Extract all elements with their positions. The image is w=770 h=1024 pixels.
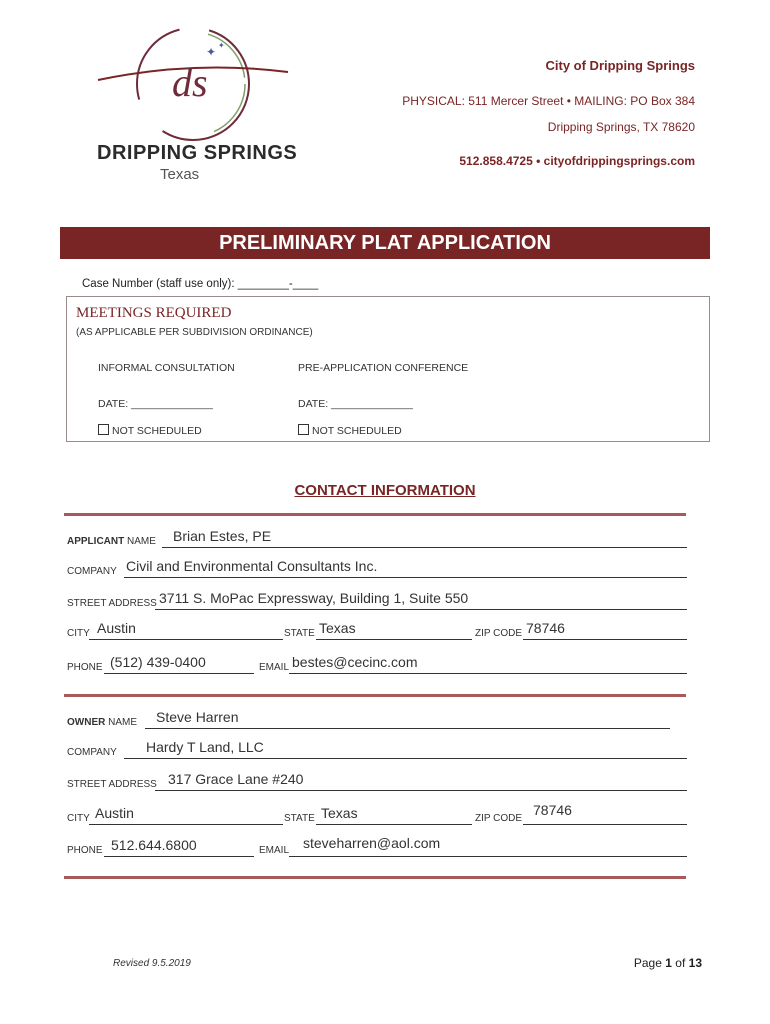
owner-zip-field[interactable] [523,824,687,825]
city-label: CITY [67,813,90,824]
svg-text:ds: ds [172,60,208,105]
applicant-name-value: Brian Estes, PE [173,528,272,544]
zip-label: ZIP CODE [475,813,523,824]
page-indicator [634,956,702,970]
divider [64,876,686,879]
applicant-phone-row [67,654,687,676]
owner-company-field[interactable] [124,758,687,759]
applicant-label: APPLICANT [67,536,125,547]
applicant-company-value: Civil and Environmental Consultants Inc. [126,558,378,574]
checkbox-icon[interactable] [298,424,309,435]
pre-application-not-scheduled-label: NOT SCHEDULED [312,425,402,437]
logo-subtitle: Texas [160,166,200,183]
page-title: PRELIMINARY PLAT APPLICATION [60,227,710,259]
svg-text:✦: ✦ [218,41,225,50]
informal-not-scheduled[interactable] [98,424,202,437]
pre-application-not-scheduled[interactable] [298,424,402,437]
owner-company-value: Hardy T Land, LLC [146,739,264,755]
case-number-field[interactable]: Case Number (staff use only): ________-____ [82,278,319,290]
owner-phone-value: 512.644.6800 [111,837,197,853]
logo-name: DRIPPING SPRINGS [97,142,298,164]
owner-street-row [67,771,687,793]
applicant-state-value: Texas [319,620,356,636]
name-label: NAME [127,536,156,547]
owner-street-field[interactable] [155,790,687,791]
applicant-email-value: bestes@cecinc.com [292,654,418,670]
applicant-name-field[interactable] [162,547,687,548]
zip-label: ZIP CODE [475,628,523,639]
pre-application-heading: PRE-APPLICATION CONFERENCE [298,362,469,374]
org-name: City of Dripping Springs [545,58,695,73]
page-prefix: Page [633,956,662,970]
applicant-email-field[interactable] [289,673,687,674]
contact-line: 512.858.4725 • cityofdrippingsprings.com [459,154,695,168]
divider [64,694,686,697]
revised-date: Revised 9.5.2019 [113,958,191,969]
applicant-name-row [67,528,687,550]
owner-street-value: 317 Grace Lane #240 [168,771,304,787]
applicant-phone-value: (512) 439-0400 [110,654,206,670]
applicant-phone-field[interactable] [104,673,254,674]
owner-name-value: Steve Harren [156,709,239,725]
informal-date-field[interactable]: DATE: ______________ [98,398,213,410]
svg-text:✦: ✦ [206,45,217,59]
informal-not-scheduled-label: NOT SCHEDULED [112,425,202,437]
pre-application-date-field[interactable]: DATE: ______________ [298,398,413,410]
name-label: NAME [108,717,138,728]
divider [64,513,686,516]
applicant-street-field[interactable] [155,609,687,610]
applicant-city-field[interactable] [89,639,283,640]
phone-label: PHONE [67,662,103,673]
owner-state-field[interactable] [316,824,472,825]
company-label: COMPANY [67,566,117,577]
owner-state-value: Texas [321,805,358,821]
applicant-city-row [67,620,687,642]
applicant-state-field[interactable] [316,639,472,640]
owner-email-field[interactable] [289,856,687,857]
phone-label: PHONE [67,845,103,856]
meetings-title: MEETINGS REQUIRED [76,305,232,321]
applicant-zip-value: 78746 [526,620,565,636]
checkbox-icon[interactable] [98,424,109,435]
owner-zip-value: 78746 [533,802,572,818]
owner-phone-field[interactable] [104,856,254,857]
applicant-street-row [67,590,687,612]
page-total: 13 [688,956,702,970]
owner-phone-row [67,835,687,859]
owner-company-row [67,739,687,761]
owner-email-value: steveharren@aol.com [303,835,441,851]
owner-label: OWNER [67,717,106,728]
street-label: STREET ADDRESS [67,779,157,790]
applicant-company-row [67,558,687,580]
street-label: STREET ADDRESS [67,598,157,609]
applicant-company-field[interactable] [124,577,687,578]
email-label: EMAIL [259,845,290,856]
applicant-street-value: 3711 S. MoPac Expressway, Building 1, Suite 550 [159,590,469,606]
informal-consultation-heading: INFORMAL CONSULTATION [98,362,235,374]
city-state-zip: Dripping Springs, TX 78620 [547,120,695,134]
page-of: of [675,956,686,970]
email-label: EMAIL [259,662,290,673]
applicant-city-value: Austin [97,620,136,636]
physical-address: PHYSICAL: 511 Mercer Street • MAILING: PO Box 384 [402,94,695,108]
owner-city-value: Austin [95,805,134,821]
meetings-subtitle: (AS APPLICABLE PER SUBDIVISION ORDINANCE) [76,327,313,338]
page-current: 1 [665,956,672,970]
city-label: CITY [67,628,90,639]
owner-name-field[interactable] [145,728,670,729]
owner-name-row [67,709,687,731]
owner-city-row [67,802,687,827]
state-label: STATE [284,628,315,639]
company-label: COMPANY [67,747,117,758]
contact-heading: CONTACT INFORMATION [294,482,476,499]
owner-city-field[interactable] [89,824,283,825]
applicant-zip-field[interactable] [523,639,687,640]
state-label: STATE [284,813,315,824]
